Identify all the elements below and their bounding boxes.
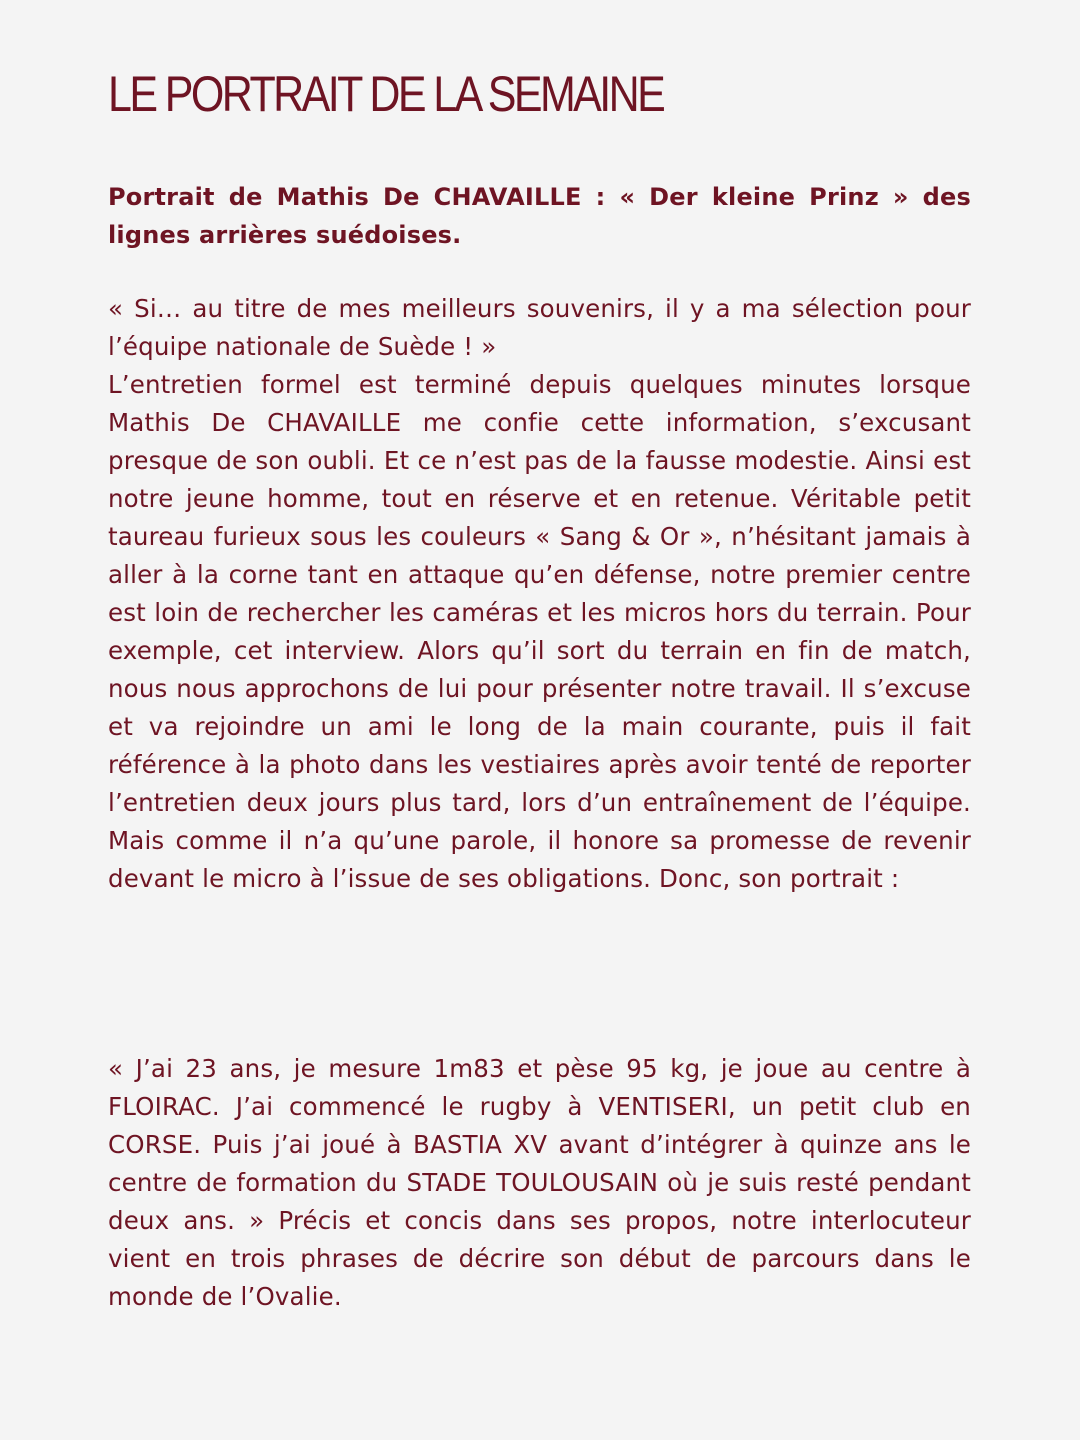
intro-quote-paragraph: « Si… au titre de mes meilleurs souvenirs, il y a ma sélection pour l’équipe nationale de Suède ! » <box>108 294 971 361</box>
body-paragraph: L’entretien formel est terminé depuis quelques minutes lorsque Mathis De CHAVAILLE me confie cette information, s’excusant presque de son oubli. Et ce n’est pas de la fausse modestie. Ainsi est notre jeune homme, tout en réserve et en retenue. Véritable petit taureau furieux sous les couleurs « Sang & Or », n’hésitant jamais à aller à la corne tant en attaque qu’en défense, notre premier centre est loin de rechercher les caméras et les micros hors du terrain. Pour exemple, cet interview. Alors qu’il sort du terrain en fin de match, nous nous approchons de lui pour présenter notre travail. Il s’excuse et va rejoindre un ami le long de la main courante, puis il fait référence à la photo dans les vestiaires après avoir tenté de reporter l’entretien deux jours plus tard, lors d’un entraînement de l’équipe. Mais comme il n’a qu’une parole, il honore sa promesse de revenir devant le micro à l’issue de ses obligations. Donc, son portrait : <box>108 370 971 893</box>
section-title: LE PORTRAIT DE LA SEMAINE <box>108 66 664 122</box>
biography-paragraph: « J’ai 23 ans, je mesure 1m83 et pèse 95 kg, je joue au centre à FLOIRAC. J’ai commencé le rugby à VENTISERI, un petit club en CORSE. Puis j’ai joué à BASTIA XV avant d’intégrer à quinze ans le centre de formation du STADE TOULOUSAIN où je suis resté pendant deux ans. » Précis et concis dans ses propos, notre interlocuteur vient en trois phrases de décrire son début de parcours dans le monde de l’Ovalie. <box>108 1054 971 1311</box>
article-headline: Portrait de Mathis De CHAVAILLE : « Der kleine Prinz » des lignes arrières suédoises. <box>108 183 971 249</box>
